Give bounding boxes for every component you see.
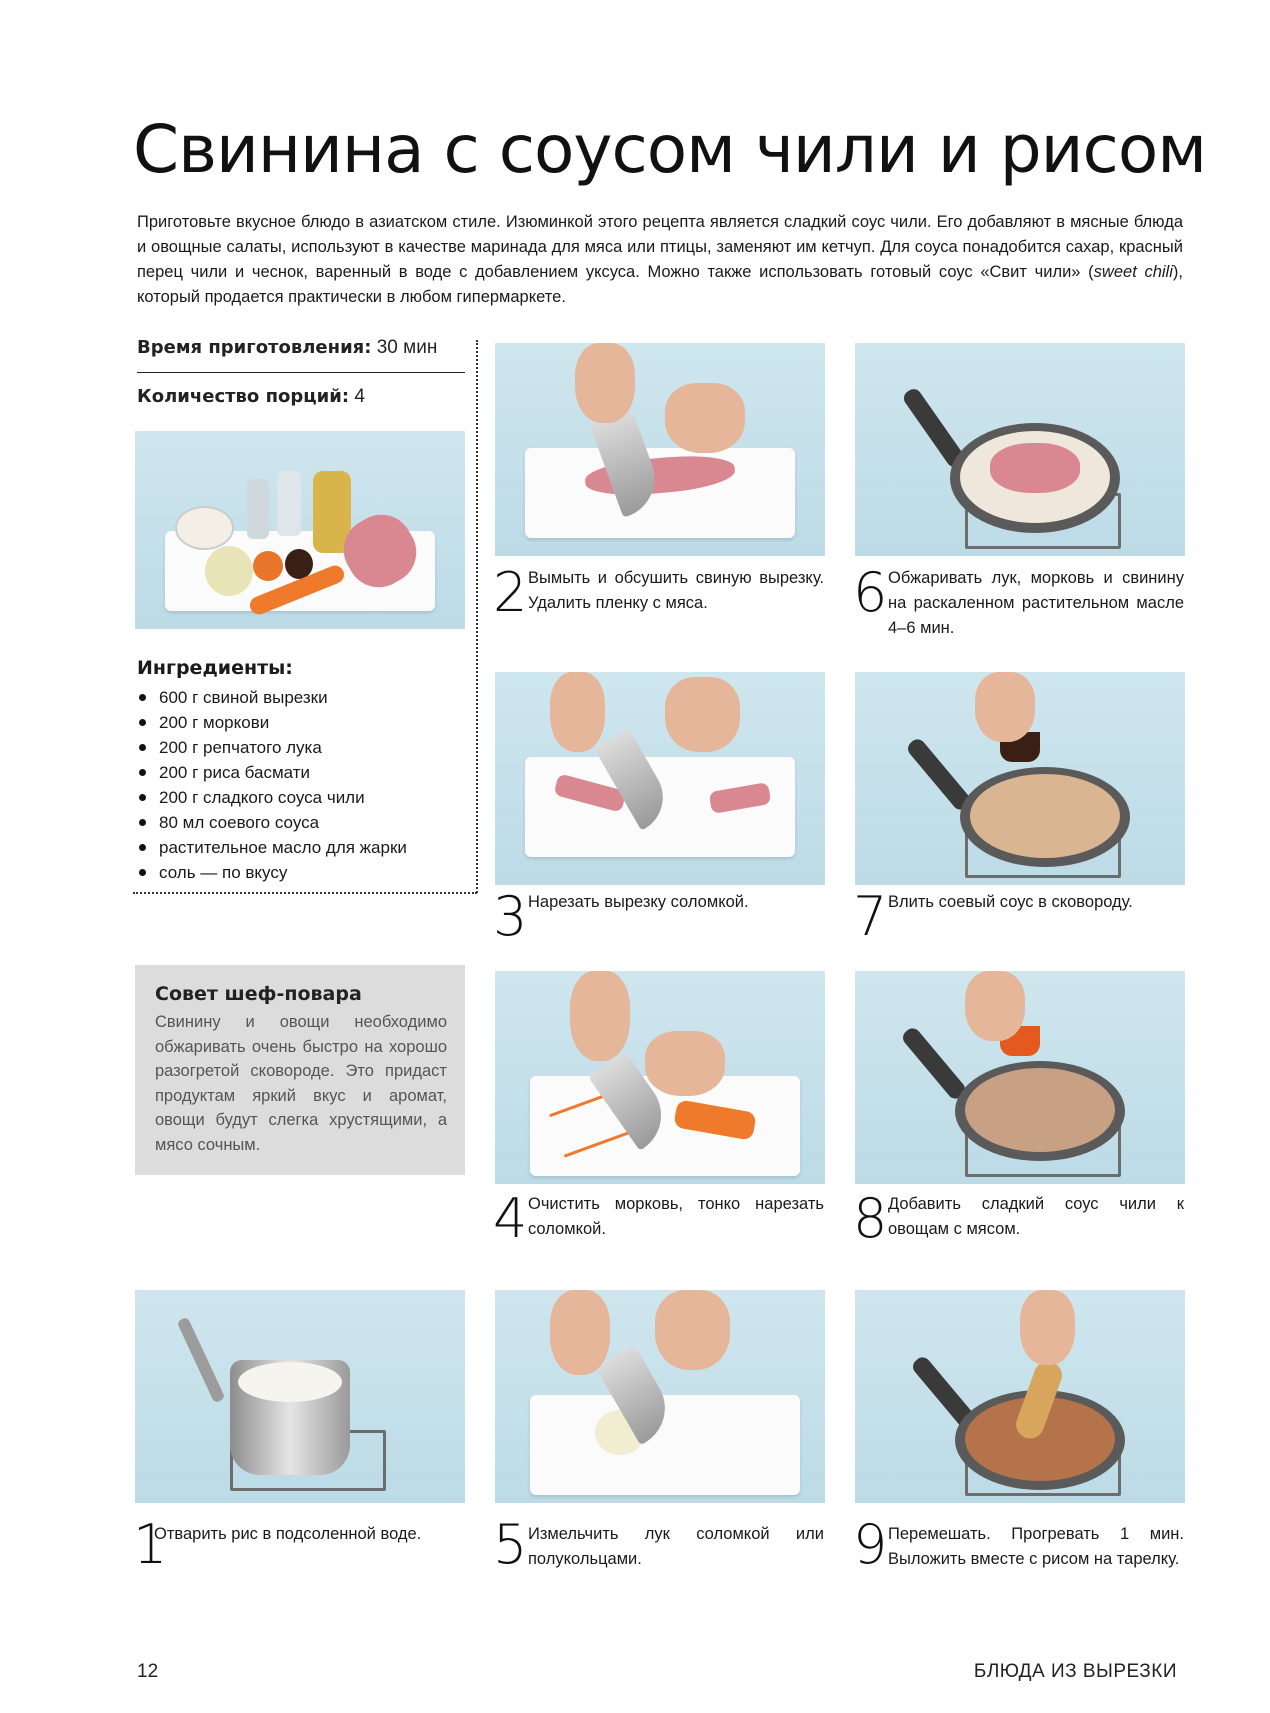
step-1-photo [135, 1290, 465, 1503]
step-7-text: Влить соевый соус в сковороду. [888, 893, 1133, 911]
hand [570, 971, 630, 1061]
page-number: 12 [137, 1661, 159, 1682]
rice-bowl [175, 506, 234, 550]
page-title: Свинина с соусом чили и рисом [133, 111, 1206, 188]
saucepan-handle [177, 1317, 226, 1404]
list-item: 200 г риса басмати [137, 760, 407, 785]
dotted-divider-vertical [476, 340, 478, 893]
pork-strips [990, 443, 1080, 493]
step-3-photo [495, 672, 825, 885]
step-5-text: Измельчить лук соломкой или полукольцами. [528, 1525, 824, 1568]
list-item: 200 г моркови [137, 710, 407, 735]
servings [137, 386, 365, 408]
chef-tip-title: Совет шеф-повара [155, 983, 362, 1005]
chili-sauce-bowl [253, 551, 283, 581]
step-5-photo [495, 1290, 825, 1503]
list-item: 200 г сладкого соуса чили [137, 785, 407, 810]
ingredients-list [137, 685, 407, 885]
step-2-number: 2 [493, 561, 528, 624]
step-4-number: 4 [493, 1187, 528, 1250]
hand [645, 1031, 725, 1096]
chef-tip-text: Свинину и овощи необходимо обжаривать очень быстро на хорошо разогретой сковороде. Это придаст продуктам яркий вкус и аромат, овощи будут слегка хрустящими, а мясо сочным. [155, 1013, 447, 1154]
hand [965, 971, 1025, 1041]
step-9-text: Перемешать. Прогревать 1 мин. Выложить вместе с рисом на тарелку. [888, 1525, 1184, 1568]
servings-label: Количество порций: [137, 386, 350, 407]
spice-bottle [247, 479, 269, 539]
list-item: 600 г свиной вырезки [137, 685, 407, 710]
step-7-photo [855, 672, 1185, 885]
intro-paragraph [137, 210, 1183, 310]
salt-bottle [277, 471, 301, 536]
cooking-time-value: 30 мин [376, 337, 438, 358]
onion [205, 546, 253, 596]
step-8-photo [855, 971, 1185, 1184]
ingredients-heading: Ингредиенты: [137, 657, 293, 679]
hand [655, 1290, 730, 1370]
intro-text-2: ), который продается практически в любом гипермаркете. [137, 263, 1183, 306]
hand [550, 1290, 610, 1375]
step-8-text: Добавить сладкий соус чили к овощам с мясом. [888, 1195, 1184, 1238]
hand [550, 672, 605, 752]
meta-divider [137, 372, 465, 373]
step-4-text: Очистить морковь, тонко нарезать соломкой. [528, 1195, 824, 1238]
step-5-number: 5 [493, 1513, 528, 1576]
step-2-text: Вымыть и обсушить свиную вырезку. Удалить пленку с мяса. [528, 569, 824, 612]
section-name: БЛЮДА ИЗ ВЫРЕЗКИ [973, 1661, 1177, 1682]
list-item: 80 мл соевого соуса [137, 810, 407, 835]
step-8-number: 8 [853, 1187, 888, 1250]
step-6-photo [855, 343, 1185, 556]
servings-value: 4 [354, 386, 365, 407]
cooking-time [137, 337, 437, 359]
boiled-rice [238, 1362, 342, 1402]
hand [975, 672, 1035, 742]
list-item: растительное масло для жарки [137, 835, 407, 860]
list-item: соль — по вкусу [137, 860, 407, 885]
intro-text-1: Приготовьте вкусное блюдо в азиатском стиле. Изюминкой этого рецепта является сладкий соус чили. Его добавляют в мясные блюда и овощные салаты, используют в качестве маринада для мяса или птицы, заменяют им кетчуп. Для соуса понадобится сахар, красный перец чили и чеснок, варенный в воде с добавлением уксуса. Можно также использовать готовый соус «Свит чили» ( [137, 213, 1183, 281]
pan-contents [965, 1068, 1115, 1152]
list-item: 200 г репчатого лука [137, 735, 407, 760]
step-6-text: Обжаривать лук, морковь и свинину на раскаленном растительном масле 4–6 мин. [888, 569, 1184, 637]
ingredients-photo [135, 431, 465, 629]
step-9-photo [855, 1290, 1185, 1503]
hand [1020, 1290, 1075, 1365]
hand [665, 677, 740, 752]
hand [665, 383, 745, 453]
hand [575, 343, 635, 423]
step-3-text: Нарезать вырезку соломкой. [528, 893, 749, 911]
step-6-number: 6 [853, 561, 888, 624]
cooking-time-label: Время приготовления: [137, 337, 372, 358]
dotted-divider-horizontal [133, 892, 477, 894]
step-3-number: 3 [493, 885, 528, 948]
intro-italic: sweet chili [1093, 263, 1173, 281]
pan-handle [900, 1025, 968, 1102]
pan-contents [970, 774, 1120, 858]
step-1-number: 1 [133, 1513, 168, 1576]
step-1-text: Отварить рис в подсоленной воде. [154, 1525, 422, 1543]
step-9-number: 9 [853, 1513, 888, 1576]
step-4-photo [495, 971, 825, 1184]
step-2-photo [495, 343, 825, 556]
step-7-number: 7 [853, 885, 888, 948]
